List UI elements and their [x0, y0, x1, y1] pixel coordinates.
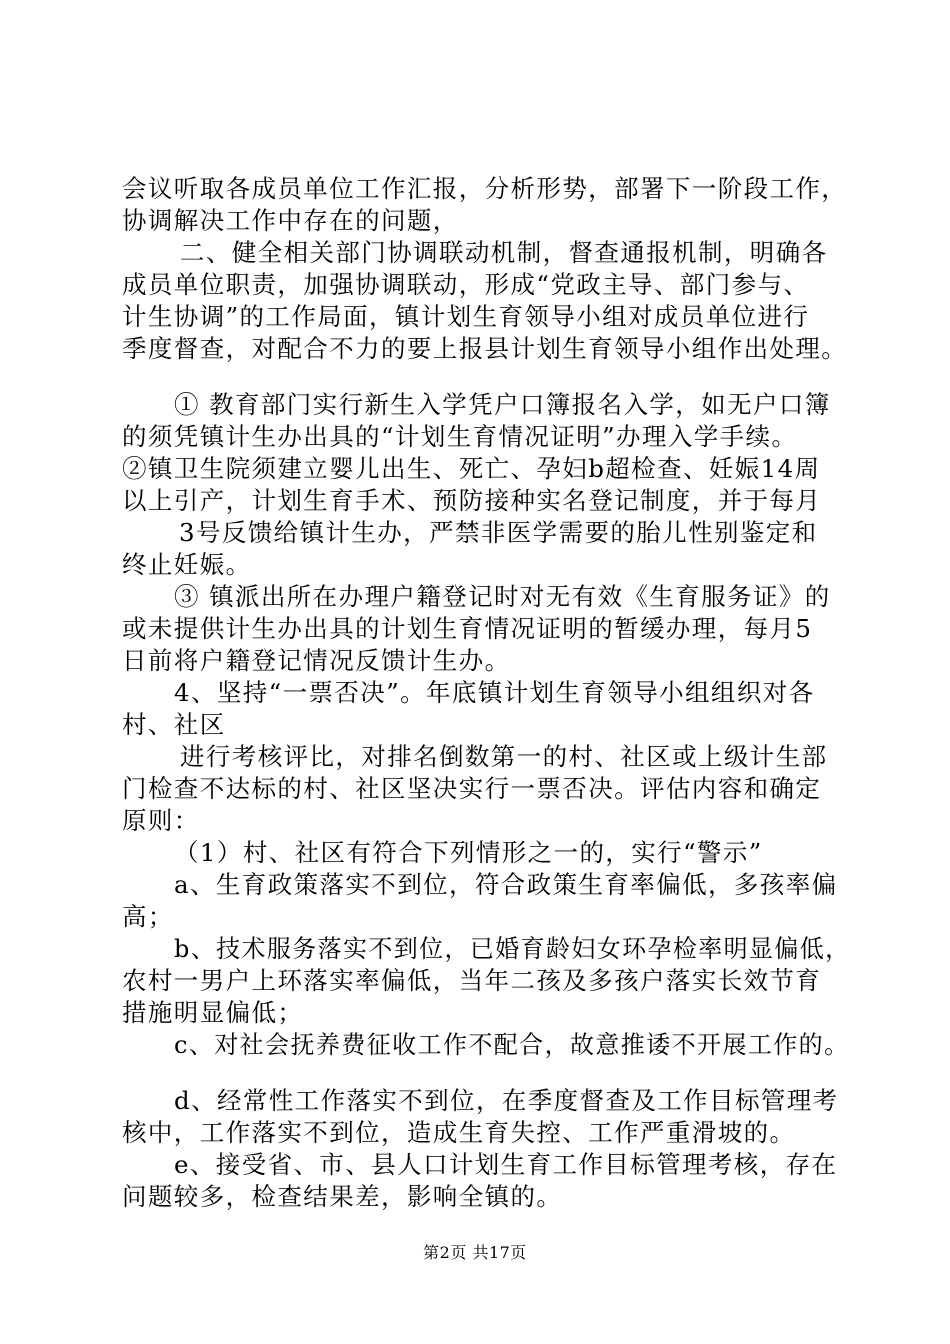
- text-line: e、接受省、市、县人口计划生育工作目标管理考核，存在: [174, 1150, 838, 1179]
- text-line: 的须凭镇计生办出具的“计划生育情况证明”办理入学手续。: [122, 422, 798, 451]
- text-line: a、生育政策落实不到位，符合政策生育率偏低，多孩率偏: [174, 870, 838, 899]
- text-line: 3号反馈给镇计生办，严禁非医学需要的胎儿性别鉴定和: [179, 518, 818, 547]
- text-line: 二、健全相关部门协调联动机制，督查通报机制，明确各: [180, 238, 828, 267]
- text-line: 核中，工作落实不到位，造成生育失控、工作严重滑坡的。: [122, 1118, 796, 1147]
- text-line: 以上引产，计划生育手术、预防接种实名登记制度，并于每月: [122, 486, 822, 515]
- text-line: 村、社区: [122, 710, 226, 739]
- text-line: 措施明显偏低；: [122, 998, 304, 1027]
- text-line: 门检查不达标的村、社区坚决实行一票否决。评估内容和确定: [122, 774, 822, 803]
- text-line: 日前将户籍登记情况反馈计生办。: [122, 646, 511, 675]
- text-line: ②镇卫生院须建立婴儿出生、死亡、孕妇b超检查、妊娠14周: [122, 454, 821, 483]
- text-line: ③ 镇派出所在办理户籍登记时对无有效《生育服务证》的: [174, 582, 831, 611]
- text-line: 季度督查，对配合不力的要上报县计划生育领导小组作出处理。: [122, 334, 848, 363]
- text-line: 问题较多，检查结果差，影响全镇的。: [122, 1182, 563, 1211]
- page-number: 第2页 共17页: [423, 1243, 527, 1262]
- text-line: ① 教育部门实行新生入学凭户口簿报名入学，如无户口簿: [174, 390, 831, 419]
- text-line: 高；: [122, 902, 174, 931]
- text-line: 农村一男户上环落实率偏低，当年二孩及多孩户落实长效节育: [122, 966, 822, 995]
- text-line: b、技术服务落实不到位，已婚育龄妇女环孕检率明显偏低，: [174, 934, 851, 963]
- text-line: 终止妊娠。: [122, 550, 252, 579]
- text-line: 成员单位职责，加强协调联动，形成“党政主导、部门参与、: [122, 270, 810, 299]
- text-line: d、经常性工作落实不到位，在季度督查及工作目标管理考: [174, 1086, 839, 1115]
- text-line: 协调解决工作中存在的问题，: [122, 206, 459, 235]
- text-line: 会议听取各成员单位工作汇报，分析形势，部署下一阶段工作，: [122, 174, 848, 203]
- text-line: 或未提供计生办出具的计划生育情况证明的暂缓办理，每月5: [122, 614, 813, 643]
- text-line: 原则：: [122, 806, 200, 835]
- text-line: 4、坚持“一票否决”。年底镇计划生育领导小组组织对各: [174, 678, 815, 707]
- text-line: 计生协调”的工作局面，镇计划生育领导小组对成员单位进行: [122, 302, 810, 331]
- text-line: 进行考核评比，对排名倒数第一的村、社区或上级计生部: [180, 742, 828, 771]
- text-line: c、对社会抚养费征收工作不配合，故意推诿不开展工作的。: [174, 1030, 850, 1059]
- text-line: （1）村、社区有符合下列情形之一的，实行“警示”: [174, 838, 763, 867]
